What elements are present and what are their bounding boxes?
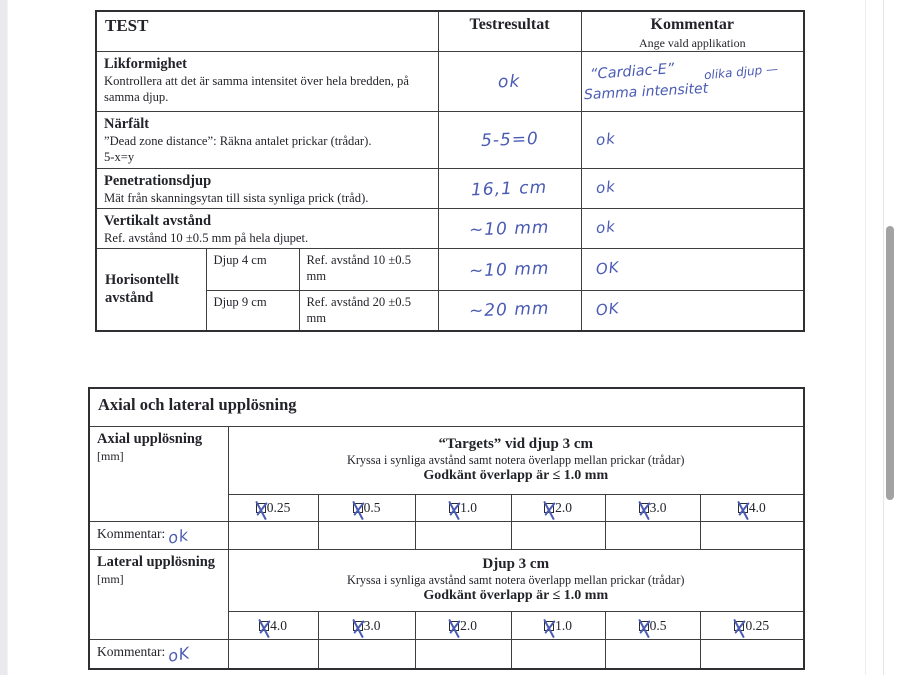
- handwritten-result: 16,1 cm: [471, 177, 548, 200]
- lateral-header-instruction: Kryssa i synliga avstånd samt notera överlapp mellan prickar (trådar): [347, 573, 685, 587]
- empty-cell: [318, 639, 415, 669]
- row-title-horisontellt: Horisontellt avstånd: [96, 249, 206, 331]
- table-row-horisontellt-4cm: [96, 249, 804, 291]
- scrollbar-thumb[interactable]: [886, 226, 894, 500]
- axial-kommentar-row: [89, 521, 804, 549]
- checkbox-label: 0.25: [266, 500, 291, 515]
- handwritten-comment: ok: [594, 177, 617, 198]
- handwritten-result: ok: [498, 71, 521, 92]
- row-title: Vertikalt avstånd: [104, 213, 212, 230]
- lateral-header-title: Djup 3 cm: [482, 556, 550, 572]
- checkbox-label: 2.0: [460, 617, 477, 633]
- handwritten-comment-line: “Cardiac-E”: [589, 60, 675, 83]
- table-row-likformighet: [96, 52, 804, 112]
- checkbox-label: 0.25: [745, 617, 770, 633]
- resolution-title-row: [89, 388, 804, 426]
- handwritten-comment: OK: [594, 258, 621, 279]
- row-desc: Ref. avstånd 10 ±0.5 mm på hela djupet.: [104, 230, 309, 245]
- axial-header-instruction: Kryssa i synliga avstånd samt notera överlapp mellan prickar (trådar): [347, 453, 685, 467]
- checkbox-checked: [449, 503, 459, 513]
- checkbox-checked: [639, 621, 649, 631]
- checkbox-label: 2.0: [555, 500, 572, 515]
- checkbox-checked: [353, 503, 363, 513]
- handwritten-result: ~20 mm: [468, 298, 551, 322]
- handwritten-result: ~10 mm: [468, 258, 551, 281]
- row-desc: Kontrollera att det är samma intensitet över hela bredden, på samma djup.: [104, 73, 409, 105]
- row-title: Penetrationsdjup: [104, 173, 212, 189]
- subrow-djup: Djup 9 cm: [206, 291, 299, 331]
- page-edge: [865, 0, 866, 675]
- viewer-left-gutter: [0, 0, 8, 675]
- checkbox-label: 1.0: [460, 500, 477, 515]
- scrollbar-track[interactable]: [883, 0, 884, 675]
- row-title: Närfält: [104, 116, 150, 132]
- handwritten-result: ~10 mm: [468, 217, 551, 240]
- kommentar-title: Kommentar: [650, 16, 735, 33]
- lateral-header-criteria: Godkänt överlapp är ≤ 1.0 mm: [423, 588, 609, 603]
- resolution-table: [88, 387, 805, 670]
- empty-cell: [415, 639, 511, 669]
- kommentar-label: Kommentar:: [97, 525, 166, 541]
- subrow-ref: Ref. avstånd 20 ±0.5 mm: [299, 291, 438, 331]
- checkbox-checked: [544, 503, 554, 513]
- axial-header-row: [89, 426, 804, 494]
- handwritten-comment: ok: [594, 217, 617, 238]
- section-label-axial: [90, 427, 228, 468]
- table-row-vertikalt-avstand: [96, 209, 804, 249]
- section-label-text: Axial upplösning: [97, 430, 203, 447]
- checkbox-label: 4.0: [270, 617, 287, 633]
- row-title: Likformighet: [104, 56, 187, 72]
- checkbox-checked: [544, 621, 554, 631]
- axial-header-criteria: Godkänt överlapp är ≤ 1.0 mm: [423, 468, 609, 483]
- empty-cell: [318, 521, 415, 549]
- col-header-testresultat: Testresultat: [438, 11, 581, 52]
- handwritten-comment: ok: [166, 524, 191, 548]
- handwritten-comment-line: olika djup —: [703, 61, 779, 82]
- section-unit: [mm]: [97, 571, 124, 586]
- empty-cell: [511, 639, 605, 669]
- subrow-djup: Djup 4 cm: [206, 249, 299, 291]
- checkbox-checked: [639, 503, 649, 513]
- checkbox-label: 3.0: [363, 617, 381, 633]
- resolution-table-title: Axial och lateral upplösning: [89, 388, 804, 426]
- checkbox-label: 0.5: [649, 617, 667, 633]
- section-label-lateral: [90, 550, 228, 591]
- lateral-header-row: [89, 549, 804, 611]
- empty-cell: [700, 521, 804, 549]
- subrow-ref: Ref. avstånd 10 ±0.5 mm: [299, 249, 438, 291]
- lateral-kommentar-row: [89, 639, 804, 669]
- section-label-text: Lateral upplösning: [97, 553, 216, 570]
- empty-cell: [605, 521, 700, 549]
- col-header-test: TEST: [96, 11, 438, 52]
- handwritten-comment: OK: [594, 298, 621, 320]
- test-table-header-row: [96, 11, 804, 52]
- empty-cell: [511, 521, 605, 549]
- checkbox-checked: [259, 621, 269, 631]
- empty-cell: [415, 521, 511, 549]
- empty-cell: [228, 521, 318, 549]
- row-desc: Mät från skanningsytan till sista synliga prick (tråd).: [104, 190, 369, 205]
- checkbox-checked: [738, 503, 748, 513]
- table-row-penetrationsdjup: [96, 169, 804, 209]
- kommentar-subtitle: Ange vald applikation: [638, 36, 746, 50]
- handwritten-comment: oK: [166, 642, 192, 666]
- kommentar-label: Kommentar:: [97, 643, 166, 659]
- checkbox-checked: [734, 621, 744, 631]
- handwritten-comment-line: Samma intensitet: [583, 80, 709, 103]
- handwritten-comment: ok: [594, 128, 617, 149]
- empty-cell: [700, 639, 804, 669]
- row-desc-formula: 5-x=y: [104, 150, 135, 165]
- empty-cell: [605, 639, 700, 669]
- checkbox-label: 3.0: [649, 500, 667, 515]
- checkbox-checked: [256, 503, 266, 513]
- checkbox-label: 0.5: [363, 500, 381, 515]
- row-desc: ”Dead zone distance”: Räkna antalet prickar (trådar).: [104, 133, 372, 148]
- section-unit: [mm]: [97, 448, 124, 463]
- checkbox-label: 1.0: [555, 617, 572, 633]
- checkbox-checked: [353, 621, 363, 631]
- empty-cell: [228, 639, 318, 669]
- handwritten-result: 5-5=0: [480, 128, 539, 152]
- checkbox-checked: [449, 621, 459, 631]
- test-table: [95, 10, 805, 332]
- checkbox-label: 4.0: [748, 500, 766, 515]
- table-row-narfalt: [96, 112, 804, 169]
- axial-header-title: “Targets” vid djup 3 cm: [438, 436, 593, 452]
- col-header-kommentar: [581, 11, 804, 52]
